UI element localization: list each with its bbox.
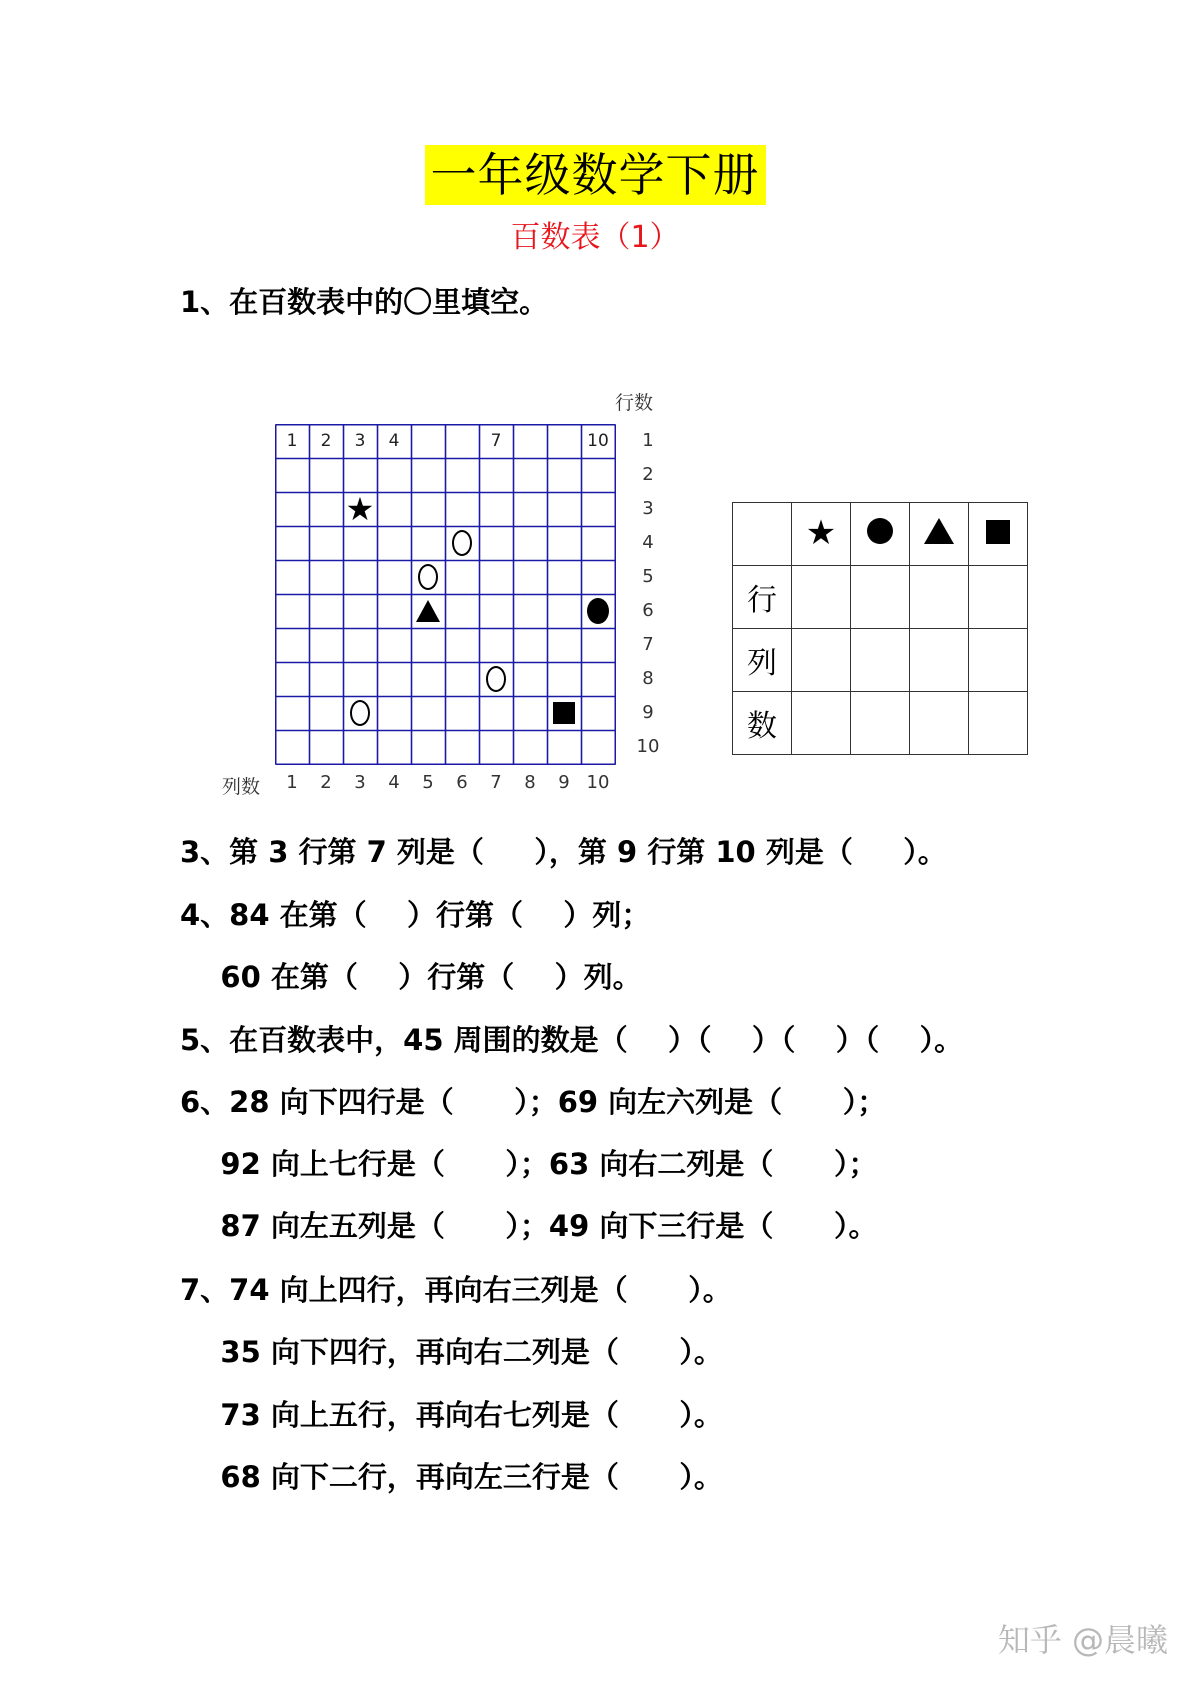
empty-oval-icon[interactable] bbox=[452, 530, 472, 556]
question-6c: 87 向左五列是（ ）；49 向下三行是（ ）。 bbox=[180, 1209, 878, 1243]
answer-row-lie bbox=[733, 629, 1028, 692]
question-4a: 4、84 在第（ ）行第（ ）列； bbox=[180, 898, 651, 932]
square-icon bbox=[553, 702, 575, 724]
grid-symbol-cell[interactable] bbox=[343, 696, 377, 730]
triangle-icon bbox=[416, 600, 440, 622]
question-6a: 6、28 向下四行是（ ）；69 向左六列是（ ）； bbox=[180, 1085, 887, 1119]
answer-table bbox=[732, 502, 1028, 755]
empty-oval-icon[interactable] bbox=[418, 564, 438, 590]
row-label-hang: 行 bbox=[733, 566, 792, 629]
answer-cell[interactable] bbox=[969, 566, 1028, 629]
col-number: 7 bbox=[490, 772, 502, 793]
row-number: 5 bbox=[642, 566, 654, 587]
answer-cell[interactable] bbox=[851, 692, 910, 755]
empty-oval-icon[interactable] bbox=[486, 666, 506, 692]
question-7c: 73 向上五行，再向右七列是（ ）。 bbox=[180, 1398, 723, 1432]
grid-symbol-cell bbox=[343, 492, 377, 526]
answer-cell[interactable] bbox=[910, 566, 969, 629]
header-triangle-cell bbox=[910, 503, 969, 566]
answer-cell[interactable] bbox=[910, 629, 969, 692]
row-number: 3 bbox=[642, 498, 654, 519]
watermark: 知乎 @晨曦 bbox=[997, 1621, 1168, 1659]
title-wrap bbox=[0, 145, 1190, 205]
row-label-lie: 列 bbox=[733, 629, 792, 692]
answer-cell[interactable] bbox=[969, 629, 1028, 692]
question-5: 5、在百数表中，45 周围的数是（ ）（ ）（ ）（ ）。 bbox=[180, 1023, 964, 1057]
answer-cell[interactable] bbox=[792, 629, 851, 692]
corner-cell bbox=[733, 503, 792, 566]
header-circle-cell bbox=[851, 503, 910, 566]
row-number: 2 bbox=[642, 464, 654, 485]
answer-row-hang bbox=[733, 566, 1028, 629]
row-number: 8 bbox=[642, 668, 654, 689]
triangle-icon bbox=[924, 518, 954, 544]
grid-symbol-cell[interactable] bbox=[479, 662, 513, 696]
row-label-shu: 数 bbox=[733, 692, 792, 755]
question-3: 3、第 3 行第 7 列是（ ），第 9 行第 10 列是（ ）。 bbox=[180, 835, 947, 869]
col-number: 8 bbox=[524, 772, 536, 793]
question-4b: 60 在第（ ）行第（ ）列。 bbox=[180, 960, 642, 994]
grid-symbol-cell bbox=[581, 594, 615, 628]
question-7b: 35 向下四行，再向右二列是（ ）。 bbox=[180, 1335, 723, 1369]
col-number: 5 bbox=[422, 772, 434, 793]
star-icon: ★ bbox=[345, 490, 375, 528]
question-7a: 7、74 向上四行，再向右三列是（ ）。 bbox=[180, 1273, 732, 1307]
grid-cell-number: 10 bbox=[587, 431, 609, 451]
row-number: 6 bbox=[642, 600, 654, 621]
header-star-cell bbox=[792, 503, 851, 566]
circle-icon bbox=[867, 518, 893, 544]
row-number: 10 bbox=[636, 736, 660, 757]
grid-symbol-cell bbox=[411, 594, 445, 628]
col-number: 2 bbox=[320, 772, 332, 793]
square-icon bbox=[986, 520, 1010, 544]
col-number: 3 bbox=[354, 772, 366, 793]
filled-oval-icon bbox=[587, 598, 609, 624]
question-6b: 92 向上七行是（ ）；63 向右二列是（ ）； bbox=[180, 1147, 878, 1181]
row-number: 1 bbox=[642, 430, 654, 451]
page-subtitle: 百数表（1） bbox=[510, 220, 680, 255]
col-number: 9 bbox=[558, 772, 570, 793]
grid-cell-number: 7 bbox=[490, 431, 502, 451]
grid-symbol-cell bbox=[547, 696, 581, 730]
answer-cell[interactable] bbox=[792, 692, 851, 755]
col-axis-label: 列数 bbox=[222, 776, 261, 798]
answer-cell[interactable] bbox=[851, 566, 910, 629]
col-number: 4 bbox=[388, 772, 400, 793]
empty-oval-icon[interactable] bbox=[350, 700, 370, 726]
answer-row-shu bbox=[733, 692, 1028, 755]
col-number: 10 bbox=[586, 772, 610, 793]
answer-cell[interactable] bbox=[910, 692, 969, 755]
grid-cell-number: 2 bbox=[320, 431, 332, 451]
row-number: 4 bbox=[642, 532, 654, 553]
row-axis-label: 行数 bbox=[615, 392, 654, 414]
row-number: 9 bbox=[642, 702, 654, 723]
answer-cell[interactable] bbox=[969, 692, 1028, 755]
answer-cell[interactable] bbox=[792, 566, 851, 629]
grid-symbol-cell[interactable] bbox=[445, 526, 479, 560]
hundred-chart bbox=[275, 424, 615, 764]
grid-cell-number: 4 bbox=[388, 431, 400, 451]
grid-cell-number: 1 bbox=[286, 431, 298, 451]
header-square-cell bbox=[969, 503, 1028, 566]
col-number: 1 bbox=[286, 772, 298, 793]
col-number: 6 bbox=[456, 772, 468, 793]
grid-cell-number: 3 bbox=[354, 431, 366, 451]
page-title: 一年级数学下册 bbox=[425, 145, 766, 205]
answer-table-header-row bbox=[733, 503, 1028, 566]
star-icon: ★ bbox=[805, 513, 837, 553]
grid-symbol-cell[interactable] bbox=[411, 560, 445, 594]
question-7d: 68 向下二行，再向左三行是（ ）。 bbox=[180, 1460, 723, 1494]
answer-cell[interactable] bbox=[851, 629, 910, 692]
question-1: 1、在百数表中的〇里填空。 bbox=[180, 285, 549, 319]
row-number: 7 bbox=[642, 634, 654, 655]
